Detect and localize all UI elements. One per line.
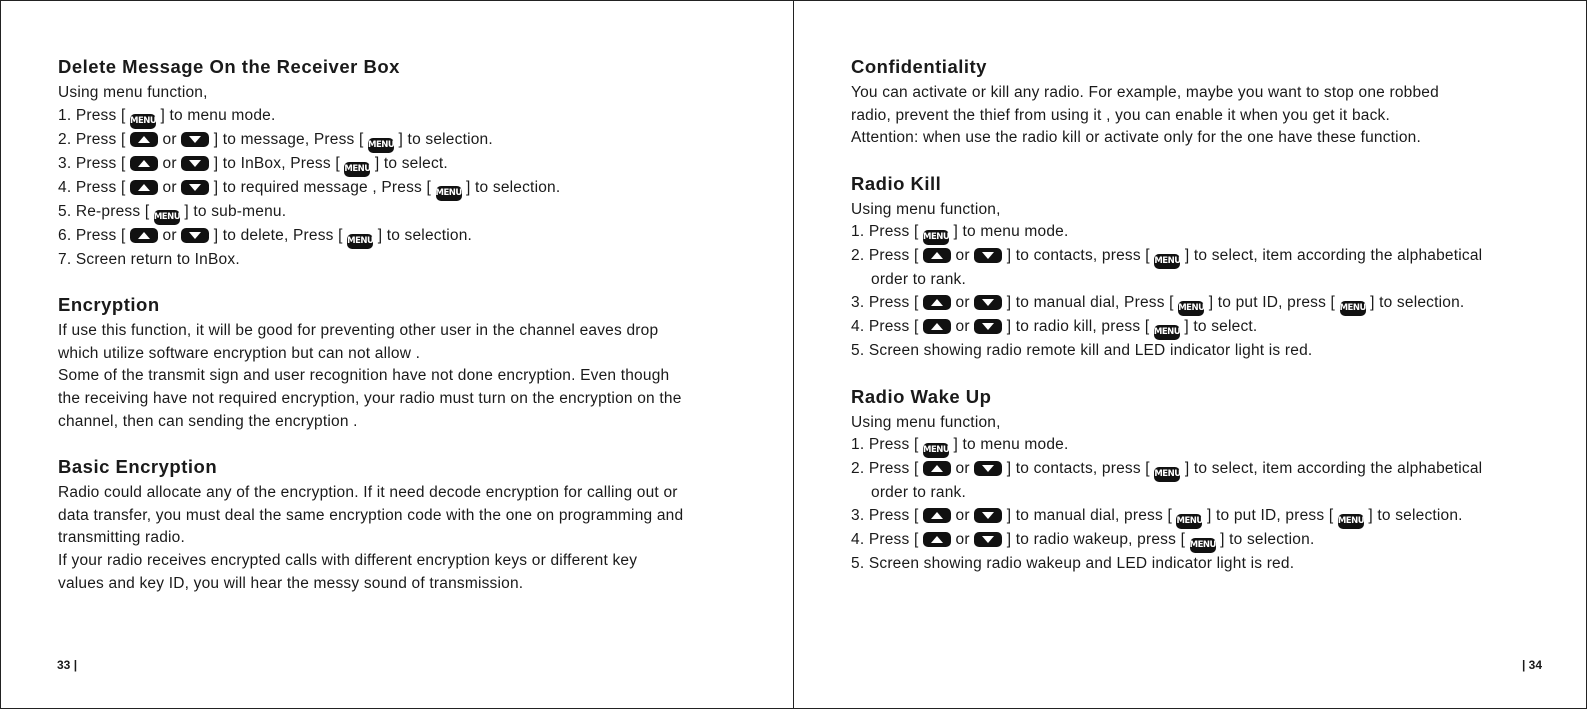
delete-message-section	[58, 55, 758, 271]
step-line	[851, 505, 1571, 529]
step-text: ] to menu mode.	[160, 106, 276, 124]
right-page	[851, 55, 1571, 597]
step-text: ] to manual dial, Press [	[1006, 293, 1174, 311]
step-line	[851, 221, 1571, 245]
step-text: or	[955, 530, 970, 548]
step-text: ] to selection.	[1220, 530, 1315, 548]
step-text: or	[955, 506, 970, 524]
down-arrow-key-icon	[974, 532, 1002, 547]
down-arrow-key-icon	[181, 132, 209, 147]
menu-key-icon: MENU	[368, 138, 394, 153]
step-text: or	[955, 247, 970, 265]
step-line	[58, 201, 758, 225]
intro-text: Using menu function,	[851, 413, 1001, 431]
step-text: or	[162, 154, 177, 172]
text-line: You can activate or kill any radio. For example, maybe you want to stop one robbed	[851, 84, 1439, 101]
text-line: transmitting radio.	[58, 529, 185, 547]
down-arrow-key-icon	[181, 180, 209, 195]
menu-key-icon: MENU	[1154, 325, 1180, 340]
step-text: ] to radio wakeup, press [	[1006, 530, 1186, 548]
radio-kill-section	[851, 172, 1571, 363]
menu-key-icon: MENU	[1176, 514, 1202, 529]
step-text: ] to radio kill, press [	[1006, 317, 1150, 335]
left-page	[58, 55, 758, 617]
section-heading: Radio Kill	[851, 172, 942, 194]
menu-key-icon: MENU	[1154, 467, 1180, 482]
step-text: ] to contacts, press [	[1006, 460, 1150, 478]
step-text: 3. Press [	[851, 506, 919, 524]
step-text: ] to required message , Press [	[213, 178, 431, 196]
menu-key-icon: MENU	[130, 114, 156, 129]
step-line	[851, 316, 1571, 340]
up-arrow-key-icon	[923, 532, 951, 547]
up-arrow-key-icon	[130, 132, 158, 147]
step-line	[58, 249, 758, 272]
text-line: which utilize software encryption but can not allow .	[58, 344, 421, 362]
step-text: 5. Re-press [	[58, 202, 150, 220]
step-list	[851, 434, 1571, 575]
text-line: Radio could allocate any of the encryption. If it need decode encryption for calling out or	[58, 484, 678, 502]
step-text: 5. Screen showing radio remote kill and LED indicator light is red.	[851, 341, 1313, 359]
menu-key-icon: MENU	[1178, 301, 1204, 316]
step-text: 4. Press [	[851, 530, 919, 548]
text-line: the receiving have not required encryption, your radio must turn on the encryption on the	[58, 389, 682, 407]
radio-wake-up-section	[851, 385, 1571, 576]
step-text: ] to select.	[1184, 317, 1258, 335]
section-heading: Radio Wake Up	[851, 385, 992, 407]
menu-key-icon: MENU	[923, 230, 949, 245]
step-text: 7. Screen return to InBox.	[58, 250, 240, 268]
text-line: Attention: when use the radio kill or activate only for the one have these function.	[851, 129, 1421, 147]
step-text: ] to selection.	[377, 226, 473, 244]
step-text: ] to menu mode.	[953, 223, 1069, 241]
section-heading: Delete Message On the Receiver Box	[58, 56, 400, 77]
menu-key-icon: MENU	[1190, 538, 1216, 553]
step-line	[851, 245, 1571, 269]
step-text: 2. Press [	[851, 247, 919, 265]
down-arrow-key-icon	[974, 319, 1002, 334]
paragraph	[58, 320, 758, 433]
step-line	[58, 153, 758, 177]
step-text: ] to selection.	[466, 178, 561, 196]
up-arrow-key-icon	[923, 248, 951, 263]
step-text: or	[955, 460, 970, 478]
step-line	[851, 482, 1571, 505]
step-line	[851, 553, 1571, 576]
step-text: ] to menu mode.	[953, 436, 1069, 454]
basic-encryption-section	[58, 455, 758, 595]
menu-key-icon: MENU	[1340, 301, 1366, 316]
up-arrow-key-icon	[923, 319, 951, 334]
encryption-section	[58, 293, 758, 433]
down-arrow-key-icon	[181, 156, 209, 171]
step-text: 1. Press [	[851, 436, 919, 454]
step-text: ] to put ID, press [	[1208, 293, 1336, 311]
step-line	[58, 129, 758, 153]
step-line	[851, 269, 1571, 292]
step-text: 4. Press [	[851, 317, 919, 335]
step-text: order to rank.	[871, 271, 966, 289]
text-line: data transfer, you must deal the same encryption code with the one on programming and	[58, 506, 684, 524]
down-arrow-key-icon	[974, 248, 1002, 263]
step-list	[58, 105, 758, 272]
page-number-right: | 34	[1521, 658, 1542, 672]
step-text: or	[162, 226, 177, 244]
text-line: radio, prevent the thief from using it , you can enable it when you get it back.	[851, 106, 1390, 124]
step-line	[851, 434, 1571, 458]
step-text: 1. Press [	[58, 106, 126, 124]
menu-key-icon: MENU	[347, 234, 373, 249]
step-list	[851, 221, 1571, 362]
up-arrow-key-icon	[130, 156, 158, 171]
menu-key-icon: MENU	[1338, 514, 1364, 529]
step-text: ] to contacts, press [	[1006, 247, 1150, 265]
step-text: 1. Press [	[851, 223, 919, 241]
step-line	[851, 458, 1571, 482]
step-text: ] to delete, Press [	[213, 226, 343, 244]
step-text: 4. Press [	[58, 178, 126, 196]
step-text: ] to select.	[374, 154, 448, 172]
step-text: 2. Press [	[58, 130, 126, 148]
step-text: ] to message, Press [	[213, 130, 364, 148]
menu-key-icon: MENU	[154, 210, 180, 225]
step-text: order to rank.	[871, 484, 966, 502]
down-arrow-key-icon	[181, 228, 209, 243]
up-arrow-key-icon	[923, 295, 951, 310]
step-text: 3. Press [	[851, 293, 919, 311]
step-text: 3. Press [	[58, 154, 126, 172]
down-arrow-key-icon	[974, 295, 1002, 310]
menu-key-icon: MENU	[344, 162, 370, 177]
step-line	[58, 177, 758, 201]
text-line: channel, then can sending the encryption .	[58, 412, 358, 430]
section-heading: Encryption	[58, 294, 160, 316]
step-line	[851, 340, 1571, 363]
page-number: 34	[1528, 658, 1542, 672]
text-line: values and key ID, you will hear the messy sound of transmission.	[58, 574, 524, 592]
up-arrow-key-icon	[130, 180, 158, 195]
menu-key-icon: MENU	[1154, 254, 1180, 269]
step-text: or	[955, 317, 970, 335]
step-line	[851, 292, 1571, 316]
step-line	[58, 105, 758, 129]
page-number-left: 33 |	[57, 658, 78, 672]
section-heading: Confidentiality	[851, 56, 987, 77]
step-text: 2. Press [	[851, 460, 919, 478]
step-text: ] to manual dial, press [	[1006, 506, 1172, 524]
step-text: or	[162, 130, 177, 148]
step-text: ] to sub-menu.	[184, 202, 287, 220]
step-text: 6. Press [	[58, 226, 126, 244]
step-text: or	[955, 293, 970, 311]
step-text: ] to InBox, Press [	[213, 154, 340, 172]
up-arrow-key-icon	[923, 508, 951, 523]
down-arrow-key-icon	[974, 508, 1002, 523]
step-text: ] to selection.	[398, 130, 493, 148]
step-text: ] to select, item according the alphabetical	[1184, 247, 1483, 265]
up-arrow-key-icon	[923, 461, 951, 476]
section-heading: Basic Encryption	[58, 456, 218, 478]
paragraph	[851, 82, 1571, 150]
step-text: ] to put ID, press [	[1207, 506, 1334, 524]
page-divider	[793, 1, 794, 708]
menu-key-icon: MENU	[923, 443, 949, 458]
step-text: 5. Screen showing radio wakeup and LED indicator light is red.	[851, 554, 1295, 572]
page-number: 33	[57, 658, 71, 672]
text-line: If your radio receives encrypted calls with different encryption keys or different key	[58, 551, 638, 569]
step-line	[851, 529, 1571, 553]
text-line: If use this function, it will be good for preventing other user in the channel eaves drop	[58, 322, 659, 340]
intro-text: Using menu function,	[851, 200, 1001, 218]
step-text: ] to selection.	[1368, 506, 1463, 524]
confidentiality-section	[851, 55, 1571, 150]
step-text: or	[162, 178, 177, 196]
text-line: Some of the transmit sign and user recognition have not done encryption. Even though	[58, 367, 670, 385]
down-arrow-key-icon	[974, 461, 1002, 476]
step-text: ] to selection.	[1370, 293, 1465, 311]
step-text: ] to select, item according the alphabetical	[1184, 460, 1483, 478]
intro-text: Using menu function,	[58, 84, 208, 101]
menu-key-icon: MENU	[436, 186, 462, 201]
paragraph	[58, 482, 758, 595]
up-arrow-key-icon	[130, 228, 158, 243]
step-line	[58, 225, 758, 249]
